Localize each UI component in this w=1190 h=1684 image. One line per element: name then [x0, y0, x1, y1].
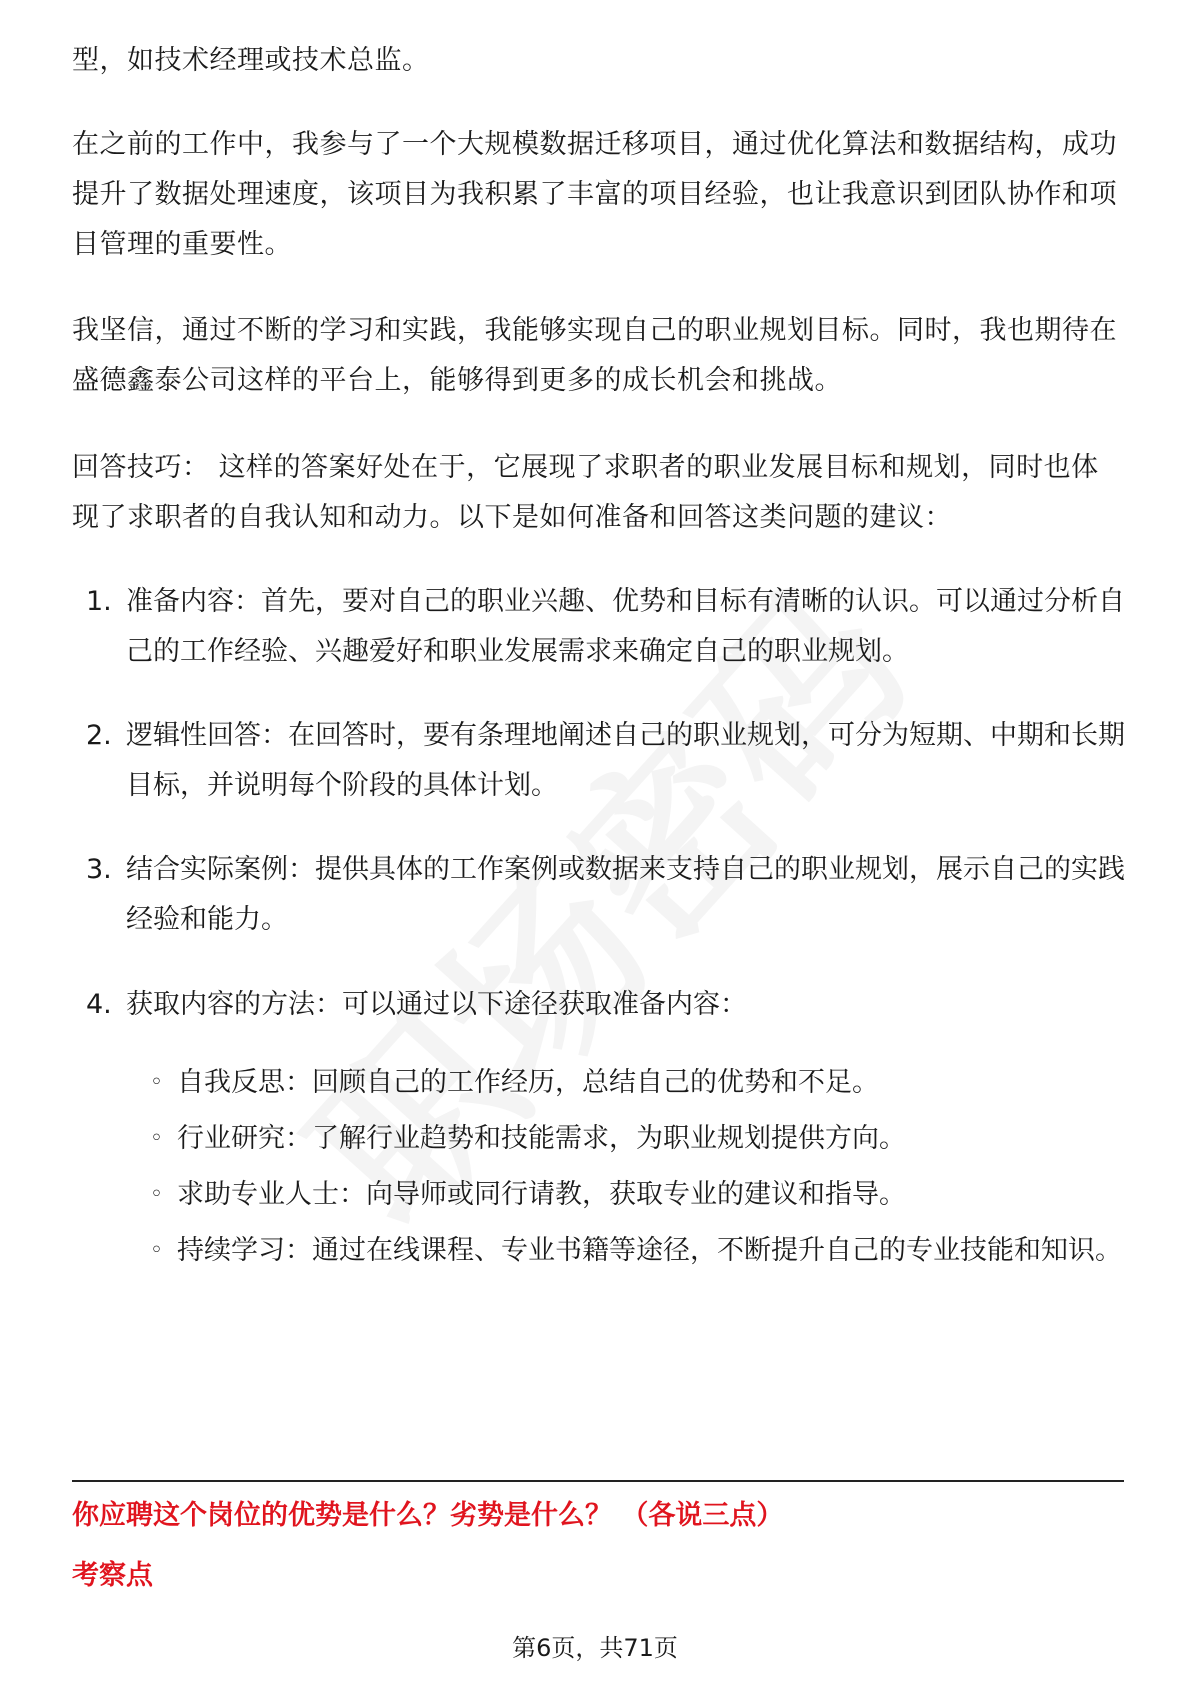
bullet-icon: ◦: [150, 1238, 163, 1263]
bullet-icon: ◦: [150, 1070, 163, 1095]
bullet-item-text: 自我反思：回顾自己的工作经历，总结自己的优势和不足。: [177, 1067, 879, 1098]
list-item-text: 逻辑性回答：在回答时，要有条理地阐述自己的职业规划，可分为短期、中期和长期目标，并说明每个阶段的具体计划。: [126, 720, 1125, 801]
list-item-text: 结合实际案例：提供具体的工作案例或数据来支持自己的职业规划，展示自己的实践经验和能力。: [126, 854, 1125, 935]
question-heading: 你应聘这个岗位的优势是什么？劣势是什么？ （各说三点）: [72, 1500, 784, 1531]
list-number: 4.: [86, 989, 112, 1020]
section-heading: 考察点: [72, 1560, 153, 1591]
bullet-item-text: 行业研究：了解行业趋势和技能需求，为职业规划提供方向。: [177, 1123, 906, 1154]
paragraph: 回答技巧： 这样的答案好处在于，它展现了求职者的职业发展目标和规划，同时也体现了求职者的自我认知和动力。以下是如何准备和回答这类问题的建议：: [72, 452, 1099, 533]
divider: [72, 1480, 1124, 1482]
paragraph: 型，如技术经理或技术总监。: [72, 45, 430, 76]
page-number: 第6页，共71页: [512, 1634, 678, 1662]
list-number: 3.: [86, 854, 112, 885]
bullet-item-text: 求助专业人士：向导师或同行请教，获取专业的建议和指导。: [177, 1179, 906, 1210]
paragraph: 在之前的工作中，我参与了一个大规模数据迁移项目，通过优化算法和数据结构，成功提升了数据处理速度，该项目为我积累了丰富的项目经验，也让我意识到团队协作和项目管理的重要性。: [72, 129, 1117, 260]
paragraph: 我坚信，通过不断的学习和实践，我能够实现自己的职业规划目标。同时，我也期待在盛德鑫泰公司这样的平台上，能够得到更多的成长机会和挑战。: [72, 315, 1117, 396]
bullet-item-text: 持续学习：通过在线课程、专业书籍等途径，不断提升自己的专业技能和知识。: [177, 1235, 1122, 1266]
bullet-icon: ◦: [150, 1126, 163, 1151]
list-item-text: 获取内容的方法：可以通过以下途径获取准备内容：: [126, 989, 747, 1020]
bullet-icon: ◦: [150, 1182, 163, 1207]
list-item-text: 准备内容：首先，要对自己的职业兴趣、优势和目标有清晰的认识。可以通过分析自己的工作经验、兴趣爱好和职业发展需求来确定自己的职业规划。: [126, 586, 1125, 667]
list-number: 2.: [86, 720, 112, 751]
list-number: 1.: [86, 586, 112, 617]
